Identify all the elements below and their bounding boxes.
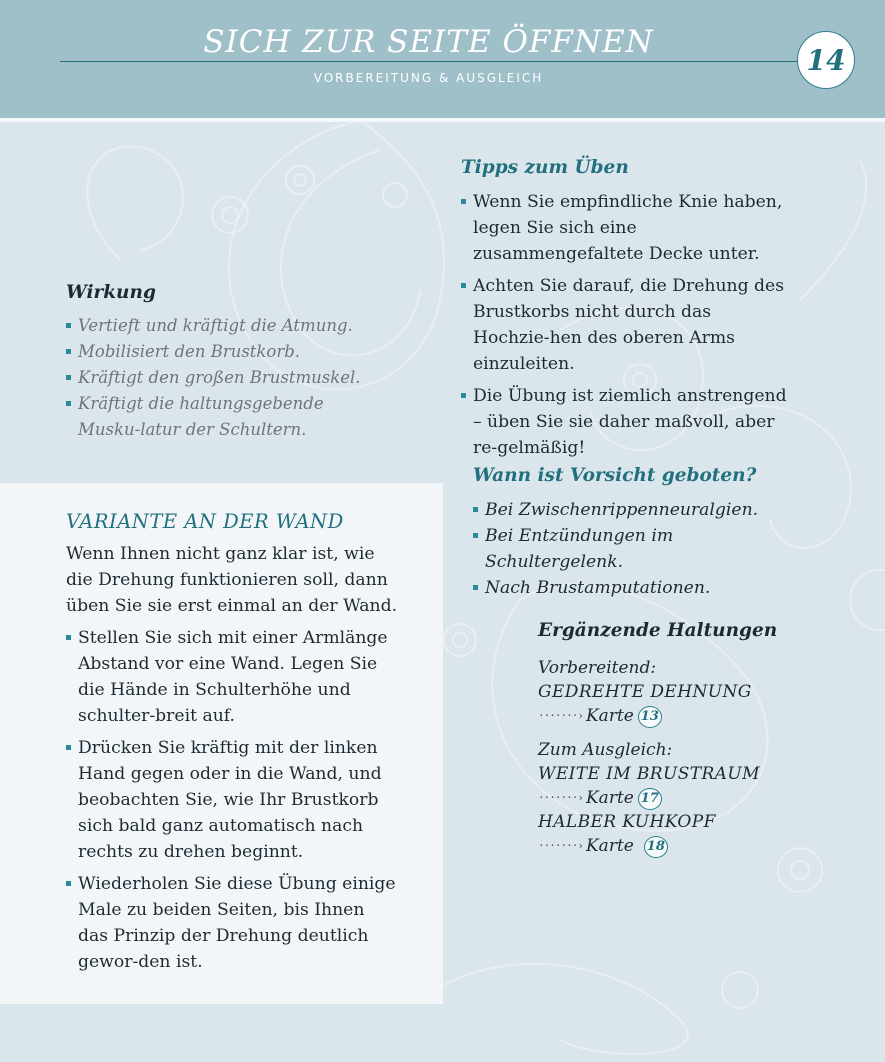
wirkung-list (66, 313, 376, 443)
list-item: Nach Brustamputationen. (473, 575, 803, 601)
list-item: Bei Zwischenrippenneuralgien. (473, 497, 803, 523)
list-item: Kräftigt die haltungsgebende Musku-latur der Schultern. (66, 391, 376, 443)
vorsicht-heading: Wann ist Vorsicht geboten? (473, 465, 757, 486)
tipps-list (461, 189, 791, 467)
title-rule (60, 61, 805, 62)
list-item: Die Übung ist ziemlich anstrengend – üben Sie sie daher maßvoll, aber re-gelmäßig! (461, 383, 791, 461)
card-number-circle: 18 (644, 836, 668, 858)
list-item: Wenn Sie empfindliche Knie haben, legen Sie sich eine zusammengefaltete Decke unter. (461, 189, 791, 267)
variante-heading: VARIANTE AN DER WAND (66, 510, 344, 533)
card-reference[interactable] (538, 834, 760, 858)
vorbereitend-block (538, 656, 752, 728)
page-subtitle: VORBEREITUNG & AUSGLEICH (313, 71, 544, 85)
list-item: Achten Sie darauf, die Drehung des Brustkorbs nicht durch das Hochzie-hen des oberen Arms einzuleiten. (461, 273, 791, 377)
list-item: Wiederholen Sie diese Übung einige Male zu beiden Seiten, bis Ihnen das Prinzip der Drehung deutlich gewor-den ist. (66, 871, 396, 975)
dotted-arrow-icon: ·······› (538, 709, 583, 722)
card-reference[interactable] (538, 786, 760, 810)
pose-name: GEDREHTE DEHNUNG (538, 682, 752, 702)
karte-label: Karte (585, 836, 634, 856)
ergaenzend-heading: Ergänzende Haltungen (538, 620, 778, 641)
variante-list (66, 625, 396, 981)
pose-name: HALBER KUHKOPF (538, 812, 716, 832)
vorbereitend-label: Vorbereitend: (538, 658, 657, 678)
ausgleich-block (538, 738, 760, 858)
card-reference[interactable] (538, 704, 752, 728)
dotted-arrow-icon: ·······› (538, 791, 583, 804)
list-item: Vertieft und kräftigt die Atmung. (66, 313, 376, 339)
karte-label: Karte (585, 706, 634, 726)
vorsicht-list (473, 497, 803, 601)
list-item: Mobilisiert den Brustkorb. (66, 339, 376, 365)
list-item: Stellen Sie sich mit einer Armlänge Abstand vor eine Wand. Legen Sie die Hände in Schulterhöhe und schulter-breit auf. (66, 625, 396, 729)
variante-intro: Wenn Ihnen nicht ganz klar ist, wie die Drehung funktionieren soll, dann üben Sie sie erst einmal an der Wand. (66, 544, 398, 616)
dotted-arrow-icon: ·······› (538, 839, 583, 852)
wirkung-heading: Wirkung (66, 282, 156, 303)
card-number-circle: 17 (638, 788, 662, 810)
header-divider (0, 118, 885, 122)
tipps-heading: Tipps zum Üben (461, 157, 629, 178)
card-number-circle: 13 (638, 706, 662, 728)
list-item: Drücken Sie kräftig mit der linken Hand gegen oder in die Wand, und beobachten Sie, wie Ihr Brustkorb sich bald ganz automatisch nach rechts zu drehen beginnt. (66, 735, 396, 865)
card-number-badge: 14 (797, 31, 855, 89)
karte-label: Karte (585, 788, 634, 808)
list-item: Kräftigt den großen Brustmuskel. (66, 365, 376, 391)
pose-name: WEITE IM BRUSTRAUM (538, 764, 760, 784)
page-title: SICH ZUR SEITE ÖFFNEN (203, 24, 654, 60)
list-item: Bei Entzündungen im Schultergelenk. (473, 523, 803, 575)
ausgleich-label: Zum Ausgleich: (538, 740, 673, 760)
